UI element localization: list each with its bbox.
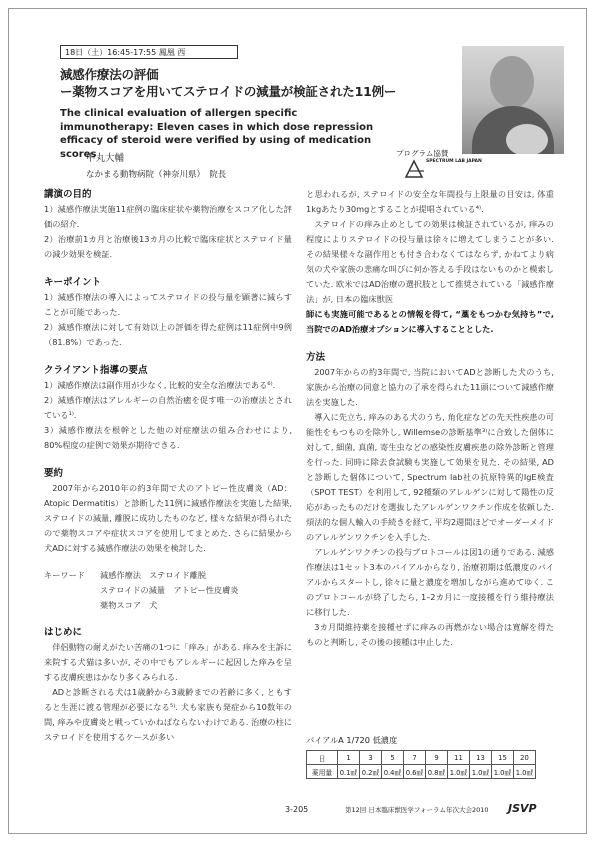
conference-name: 第12回 日本臨床獣医学フォーラム年次大会2010 [345, 806, 489, 814]
sponsor-logo-text: SPECTRUM LAB JAPAN [426, 159, 482, 164]
keywords [44, 568, 292, 613]
table-cell: 0.1㎖ [338, 765, 360, 779]
table-cell: 1.0㎖ [448, 765, 470, 779]
author-name: 中丸大輔 [86, 153, 125, 164]
title-jp-line2: ー薬物スコアを用いてステロイドの減量が検証された11例ー [60, 84, 397, 99]
methods-paragraph: アレルゲンワクチンの投与プロトコールは図1の通りである. 減感作療法は1セット3本のバイアルからなり, 治療初期は低濃度のバイアルからスタートし, 徐々に量と濃度を増加しながら進めてゆく. このプロトコールが終了したら, 1–2カ月に一度接種を行う維持療法に移行した. [306, 547, 554, 617]
table-cell: 日 [307, 751, 338, 765]
keyword-line: 薬物スコア 犬 [100, 600, 158, 610]
table-cell: 1 [338, 751, 360, 765]
keypoint-item: 1）減感作療法の導入によってステロイドの投与量を顕著に減らすことが可能であった. [44, 292, 292, 317]
table-cell: 1.0㎖ [492, 765, 514, 779]
title-en: The clinical evaluation of allergen specific immunotherapy: Eleven cases in which dose repression efficacy of steroid were verified by using of medication scores [60, 108, 374, 160]
keypoint-heading: キーポイント [44, 277, 102, 288]
right-column [306, 187, 554, 650]
author-photo [462, 46, 564, 154]
purpose-item: 1）減感作療法実施11症例の臨床症状や薬物治療をスコア化した評価の紹介. [44, 204, 292, 229]
session-info: 18日（土）16:45-17:55 鳳凰 西 [60, 45, 238, 59]
vial-caption: バイアルA 1/720 低濃度 [306, 735, 398, 745]
author-affiliation: なかまる動物病院（神奈川県） 院長 [86, 170, 227, 180]
client-item: 3）減感作療法を根幹とした他の対症療法の組み合わせにより, 80%程度の症例で効果が期待できる. [44, 425, 292, 450]
continued-bold-text: 師にも実施可能であるとの情報を得て, “藁をもつかむ気持ち”で, 当院でのAD治療オプションに導入することとした. [306, 309, 554, 334]
table-cell: 15 [492, 751, 514, 765]
methods-paragraph: 3カ月間維持薬を接種せずに痒みの再燃がない場合は寛解を得たものと判断し, その後の接種は中止した. [306, 622, 554, 647]
purpose-item: 2）治療前1カ月と治療後13カ月の比較で臨床症状とステロイド量の減少効果を検証. [44, 234, 292, 259]
table-row [307, 751, 536, 765]
table-cell: 5 [382, 751, 404, 765]
title-jp-line1: 減感作療法の評価 [60, 67, 159, 82]
purpose-heading: 講演の目的 [44, 189, 92, 200]
vial-table [306, 750, 536, 779]
page-number: 3-205 [285, 805, 309, 814]
table-cell: 3 [360, 751, 382, 765]
client-item: 1）減感作療法は副作用が少なく, 比較的安全な治療法である⁶⁾. [44, 380, 276, 390]
keyword-line: 減感作療法 ステロイド離脱 [100, 570, 207, 580]
table-cell: 9 [426, 751, 448, 765]
client-item: 2）減感作療法はアレルギーの自然治癒を促す唯一の治療法とされている¹⁾. [44, 395, 292, 420]
left-column [44, 187, 292, 745]
table-row [307, 765, 536, 779]
intro-paragraph: ADと診断される犬は1歳齢から3歳齢までの若齢に多く, ともすると生涯に渡る管理が必要になる⁵⁾. 犬も家族も発症から10数年の間, 痒みや皮膚炎と戦っていかねばならないわけである. 治療の柱にステロイドを使用するケースが多い [44, 687, 292, 742]
client-heading: クライアント指導の要点 [44, 365, 148, 376]
table-cell: 11 [448, 751, 470, 765]
methods-paragraph: 導入に先立ち, 痒みのある犬のうち, 角化症などの先天性疾患の可能性をもつものを除外し, Willemseの診断基準³⁾に合致した個体に対して, 細菌, 真菌, 寄生虫などの感染性皮膚疾患の除外診断と管理を行った. 同時に除去食試験も実施して効果を見た. その結果, ADと診断した個体について, Spectrum lab社の抗原特異的IgE検査（SPOT TEST）を利用して, 92種類のアレルゲンに対して陽性の反応があったものだけを選抜したアレルゲンワクチン作成を依頼した. 煩法的な個人輸入の手続きを経て, 平均2週間ほどでオーダーメイドのアレルゲンワクチンを入手した. [306, 412, 554, 542]
intro-paragraph: 伴侶動物の耐えがたい苦痛の1つに「痒み」がある. 痒みを主訴に来院する犬猫は多いが, その中でもアレルギーに起因した痒みを呈する皮膚疾患はかなり多くみられる. [44, 642, 292, 682]
keywords-label: キーワード [44, 570, 85, 580]
table-cell: 0.6㎖ [404, 765, 426, 779]
table-cell: 0.2㎖ [360, 765, 382, 779]
methods-paragraph: 2007年からの約3年間で, 当院においてADと診断した犬のうち, 家族から治療の同意と協力の了承を得られた11頭について減感作療法を実施した. [306, 367, 554, 407]
summary-text: 2007年から2010年の約3年間で犬のアトピー性皮膚炎（AD：Atopic Dermatitis）と診断した11例に減感作療法を実施した結果, ステロイドの減量, 離脱に成功したものなど, 様々な結果が得られたので薬物スコアや症状スコアを使用してまとめた. さらに結果から犬ADに対する減感作療法の効果を検討した. [44, 483, 292, 553]
table-cell: 0.4㎖ [382, 765, 404, 779]
continued-paragraph: と思われるが, ステロイドの安全な年間投与上限量の目安は, 体重1kgあたり30mgとすることが提唱されている⁴⁾. [306, 189, 554, 214]
table-cell: 20 [514, 751, 536, 765]
summary-heading: 要約 [44, 468, 64, 479]
continued-paragraph: ステロイドの痒み止めとしての効果は検証されているが, 痒みの程度によりステロイドの投与量は徐々に増えてしまうことが多い. その結果様々な副作用とも付き合わなくてはならず, かねてより病気の犬や家族の悲痛な叫びに何か答える手段はないものかと模索していた. 欧米ではAD治療の選択肢として推奨されている「減感作療法」が, 日本の臨床獣医 [306, 219, 554, 304]
jsvp-logo [506, 796, 546, 816]
table-cell: 0.8㎖ [426, 765, 448, 779]
sponsor-label: プログラム協賛 [396, 149, 449, 158]
table-cell: 1.0㎖ [514, 765, 536, 779]
methods-heading: 方法 [306, 352, 326, 363]
keypoint-item: 2）減感作療法に対して有効以上の評価を得た症例は11症例中9例（81.8%）であった. [44, 322, 292, 347]
jsvp-logo-text: JSVP [508, 802, 537, 815]
table-cell: 1.0㎖ [470, 765, 492, 779]
table-cell: 薬用量 [307, 765, 338, 779]
table-cell: 7 [404, 751, 426, 765]
table-cell: 13 [470, 751, 492, 765]
intro-heading: はじめに [44, 627, 83, 638]
keyword-line: ステロイドの減量 アトピー性皮膚炎 [100, 585, 239, 595]
